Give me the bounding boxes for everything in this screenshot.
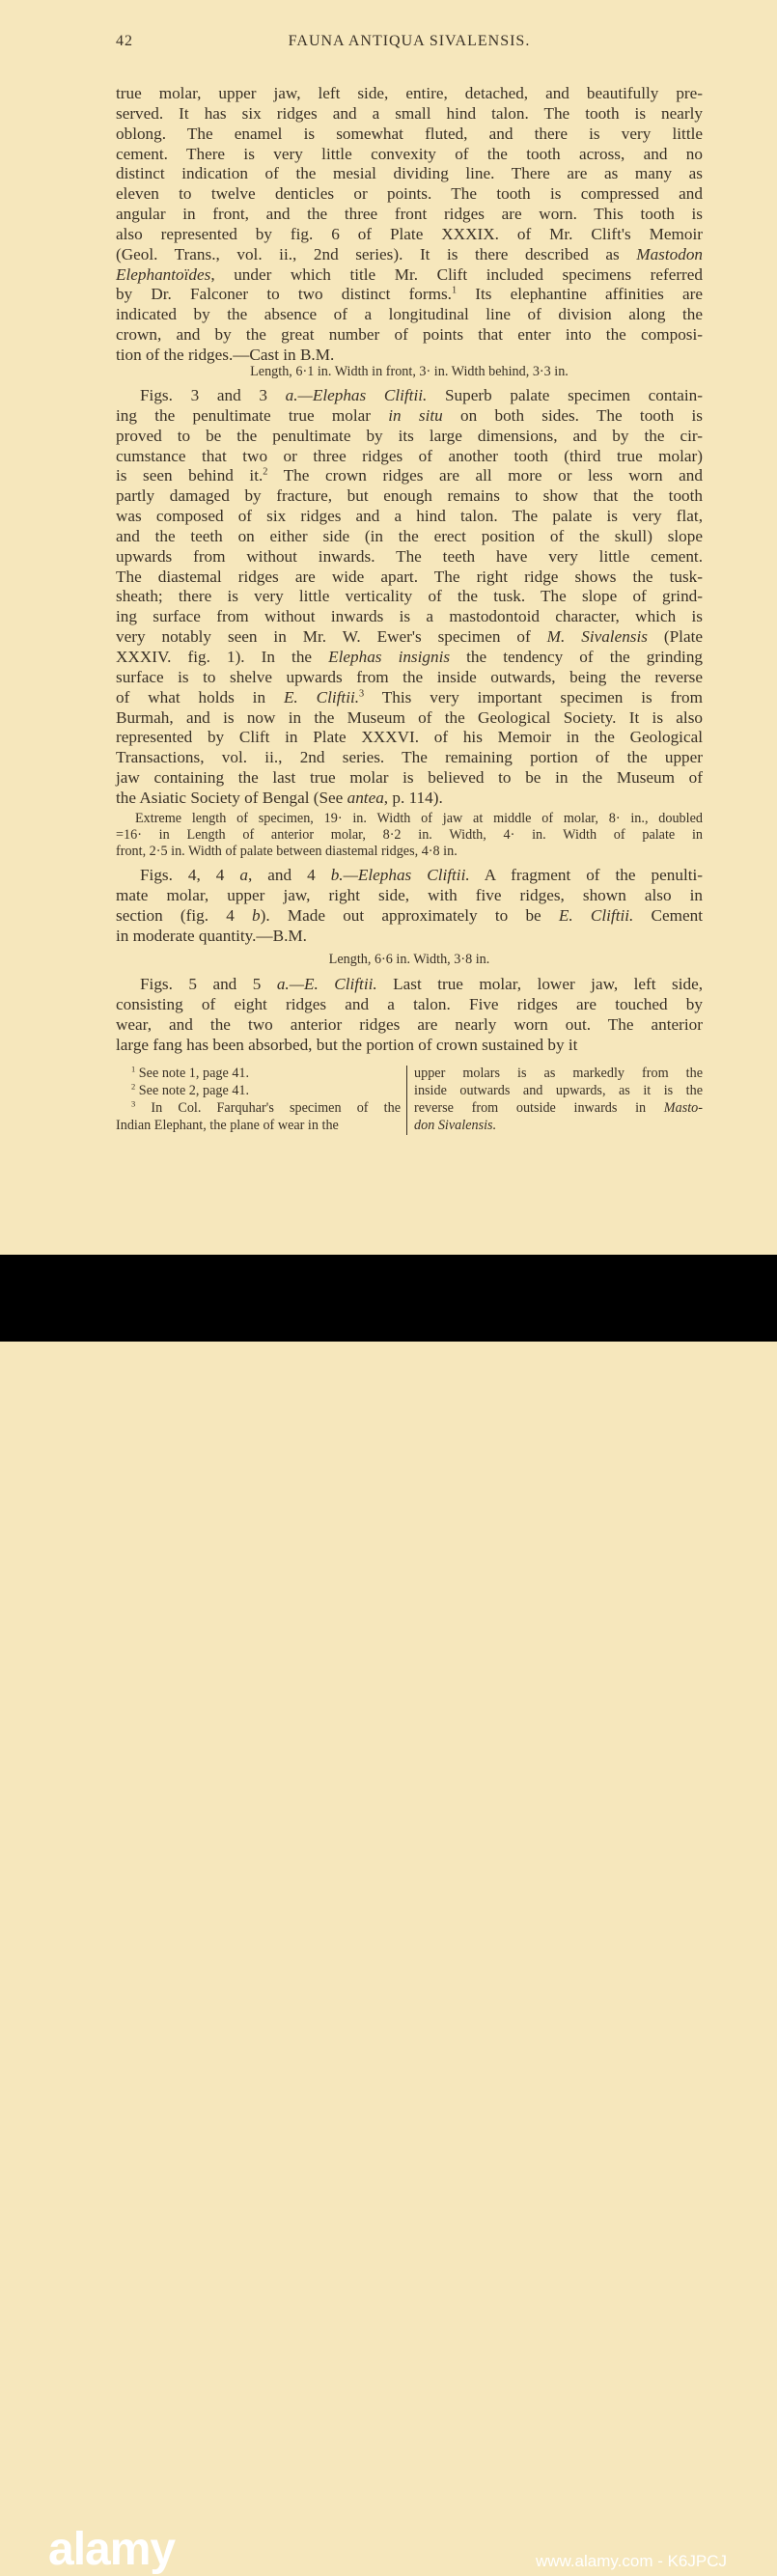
text-line [116, 1015, 703, 1036]
italic-text: E. Cliftii. [558, 905, 634, 925]
footnote-column-divider [406, 1066, 407, 1135]
text-line [116, 1082, 401, 1099]
text-line [116, 364, 703, 380]
text-span: cement. There is very little convexity of the tooth across, and no [116, 144, 703, 163]
footnote-ref: 3 [359, 687, 365, 699]
measurements [116, 364, 703, 380]
paragraph [116, 866, 703, 946]
text-span: See note 2, page 41. [135, 1083, 250, 1098]
text-line [116, 995, 703, 1015]
text-line [414, 1099, 703, 1117]
text-span: and the teeth on either side (in the erect position of the skull) slope [116, 526, 703, 545]
italic-text: Elephantoïdes [116, 264, 211, 284]
text-span: , p. 114). [383, 788, 443, 807]
text-span: This very important specimen is from [364, 687, 703, 706]
text-line [116, 265, 703, 286]
text-line [116, 927, 703, 947]
footnote-ref: 2 [263, 466, 268, 478]
text-line [116, 305, 703, 325]
text-line [414, 1117, 703, 1134]
text-span: eleven to twelve denticles or points. The tooth is compressed and [116, 184, 703, 204]
text-span: in moderate quantity.—B.M. [116, 926, 307, 945]
text-span: See note 1, page 41. [135, 1066, 250, 1081]
text-line [116, 811, 703, 827]
italic-text: b.—Elephas Cliftii. [330, 866, 470, 884]
text-span: Length, 6·6 in. Width, 3·8 in. [328, 952, 490, 967]
text-span: (Plate [647, 627, 703, 647]
text-line [116, 906, 703, 927]
text-span: cumstance that two or three ridges of another tooth (third true molar) [116, 446, 703, 465]
text-span: Figs. 3 and 3 [140, 386, 286, 404]
footnotes-left-column [116, 1065, 401, 1134]
italic-text: don Sivalensis. [414, 1118, 497, 1133]
text-span: Burmah, and is now in the Museum of the Geological Society. It is also [116, 707, 703, 727]
text-span: crown, and by the great number of points that enter into the composi- [116, 325, 703, 345]
text-line [116, 952, 703, 968]
text-span: inside outwards and upwards, as it is the [414, 1083, 703, 1098]
text-line [116, 886, 703, 906]
text-line [116, 427, 703, 447]
text-line [116, 225, 703, 245]
text-line [116, 688, 703, 708]
alamy-logo: alamy [48, 2524, 176, 2575]
text-span: upper molars is as markedly from the [414, 1066, 703, 1081]
text-span: Indian Elephant, the plane of wear in the [116, 1118, 339, 1133]
text-line [116, 164, 703, 184]
running-header [116, 33, 703, 52]
italic-text: antea [347, 788, 384, 807]
text-line [116, 447, 703, 467]
text-line [116, 648, 703, 668]
text-span: wear, and the two anterior ridges are nearly worn out. The anterior [116, 1014, 703, 1034]
text-span: the Asiatic Society of Bengal (See [116, 788, 347, 807]
text-line [116, 748, 703, 768]
measurements [116, 811, 703, 860]
text-span: consisting of eight ridges and a talon. Five ridges are touched by [116, 994, 703, 1013]
footnote-ref: 2 [131, 1081, 136, 1092]
italic-text: E. Cliftii. [283, 687, 360, 706]
text-span: upwards from without inwards. The teeth have very little cement. [116, 546, 703, 566]
text-span: partly damaged by fracture, but enough remains to show that the tooth [116, 486, 703, 506]
text-span: indicated by the absence of a longitudinal line of division along the [116, 305, 703, 324]
text-span: very notably seen in Mr. W. Ewer's specimen of [116, 627, 547, 647]
text-line [116, 1036, 703, 1056]
italic-text: Elephas insignis [328, 647, 451, 666]
text-line [116, 1065, 401, 1082]
text-line [414, 1065, 703, 1082]
text-line [116, 325, 703, 346]
text-span: of what holds in [116, 687, 284, 706]
running-title: FAUNA ANTIQUA SIVALENSIS. [288, 33, 531, 49]
italic-text: a.—Elephas Cliftii. [285, 386, 428, 404]
text-span: mate molar, upper jaw, right side, with five ridges, shown also in [116, 885, 703, 904]
italic-text: a [239, 866, 248, 884]
text-line [116, 125, 703, 145]
text-span: is seen behind it. [116, 466, 264, 485]
text-span: the tendency of the grinding [450, 647, 704, 666]
italic-text: M. Sivalensis [546, 627, 648, 647]
text-line [116, 1117, 401, 1134]
text-span: represented by Clift in Plate XXXVI. of his Memoir in the Geological [116, 728, 703, 747]
text-span: ing the penultimate true molar [116, 405, 389, 425]
text-line [116, 728, 703, 748]
text-line [116, 627, 703, 648]
text-line [116, 1099, 401, 1117]
paragraph [116, 975, 703, 1055]
text-span: ). Made out approximately to be [260, 905, 559, 925]
text-line [116, 844, 703, 860]
text-line [116, 145, 703, 165]
text-line [116, 406, 703, 427]
italic-text: a.—E. Cliftii. [276, 975, 377, 993]
text-line [116, 587, 703, 607]
text-line [116, 84, 703, 104]
text-line [116, 668, 703, 688]
watermark-bar [0, 1255, 777, 2575]
text-span: =16· in Length of anterior molar, 8·2 in. Width, 4· in. Width of palate in [116, 827, 703, 843]
text-span: reverse from outside inwards in [414, 1100, 664, 1116]
italic-text: in situ [388, 405, 443, 425]
text-line [116, 975, 703, 995]
paragraph [116, 84, 703, 366]
text-span: ing surface from without inwards is a mastodontoid character, which is [116, 607, 703, 626]
text-span: Extreme length of specimen, 19· in. Width of jaw at middle of molar, 8· in., doubled [135, 811, 703, 826]
text-span: A fragment of the penulti- [469, 866, 703, 884]
text-span: sheath; there is very little verticality of the tusk. The slope of grind- [116, 587, 703, 606]
text-line [116, 827, 703, 844]
text-span: section (fig. 4 [116, 905, 253, 925]
text-line [116, 104, 703, 125]
italic-text: Masto- [663, 1100, 703, 1116]
text-span: Figs. 5 and 5 [140, 975, 277, 993]
text-span: The diastemal ridges are wide apart. The right ridge shows the tusk- [116, 567, 703, 586]
text-span: Figs. 4, 4 [140, 866, 240, 884]
text-span: angular in front, and the three front ridges are worn. This tooth is [116, 205, 703, 224]
text-line [116, 527, 703, 547]
text-span: oblong. The enamel is somewhat fluted, and there is very little [116, 124, 703, 143]
text-line [116, 708, 703, 729]
text-line [116, 866, 703, 886]
text-span: Transactions, vol. ii., 2nd series. The remaining portion of the upper [116, 748, 703, 767]
text-span: surface is to shelve upwards from the inside outwards, being the reverse [116, 667, 703, 686]
text-line [116, 184, 703, 205]
text-line [116, 346, 703, 366]
text-span: served. It has six ridges and a small hind talon. The tooth is nearly [116, 103, 703, 123]
italic-text: Mastodon [636, 244, 703, 263]
text-span: was composed of six ridges and a hind talon. The palate is very flat, [116, 507, 703, 526]
text-line [116, 486, 703, 507]
text-span: tion of the ridges.—Cast in B.M. [116, 345, 335, 364]
footnotes-right-column [414, 1065, 703, 1134]
text-span: Length, 6·1 in. Width in front, 3· in. Width behind, 3·3 in. [250, 364, 569, 379]
text-span: proved to be the penultimate by its large dimensions, and by the cir- [116, 426, 703, 445]
text-span: (Geol. Trans., vol. ii., 2nd series). It is there described as [116, 244, 637, 263]
footnote-ref: 3 [131, 1098, 136, 1109]
image-credit: www.alamy.com - K6JPCJ [535, 2552, 727, 2570]
text-span: Last true molar, lower jaw, left side, [376, 975, 703, 993]
text-span: XXXIV. fig. 1). In the [116, 647, 329, 666]
book-page [0, 0, 777, 1255]
text-span: front, 2·5 in. Width of palate between diastemal ridges, 4·8 in. [116, 844, 458, 859]
page-number: 42 [116, 33, 133, 49]
text-line [414, 1082, 703, 1099]
paragraph [116, 386, 703, 809]
text-span: , and 4 [248, 866, 331, 884]
text-line [116, 466, 703, 486]
text-line [116, 205, 703, 225]
text-span: also represented by fig. 6 of Plate XXXIX. of Mr. Clift's Memoir [116, 224, 703, 243]
text-line [116, 768, 703, 789]
text-span: large fang has been absorbed, but the portion of crown sustained by it [116, 1035, 578, 1054]
text-span: on both sides. The tooth is [442, 405, 703, 425]
text-line [116, 507, 703, 527]
text-line [116, 607, 703, 627]
text-line [116, 568, 703, 588]
text-span: jaw containing the last true molar is believed to be in the Museum of [116, 768, 703, 788]
text-span: Superb palate specimen contain- [427, 386, 703, 404]
text-span: , under which title Mr. Clift included specimens referred [210, 264, 703, 284]
footnote-ref: 1 [131, 1064, 136, 1074]
text-span: distinct indication of the mesial dividing line. There are as many as [116, 164, 703, 183]
text-line [116, 386, 703, 406]
text-span: true molar, upper jaw, left side, entire, detached, and beautifully pre- [116, 84, 703, 102]
footnote-ref: 1 [451, 285, 458, 296]
text-line [116, 789, 703, 809]
text-span: The crown ridges are all more or less worn and [267, 466, 703, 485]
text-span: by Dr. Falconer to two distinct forms. [116, 285, 452, 304]
text-span: In Col. Farquhar's specimen of the [135, 1100, 401, 1116]
text-line [116, 547, 703, 568]
text-line [116, 285, 703, 305]
measurements [116, 952, 703, 968]
text-span: Cement [633, 905, 703, 925]
text-line [116, 245, 703, 265]
text-span: Its elephantine affinities are [457, 285, 703, 304]
italic-text: b [252, 905, 261, 925]
